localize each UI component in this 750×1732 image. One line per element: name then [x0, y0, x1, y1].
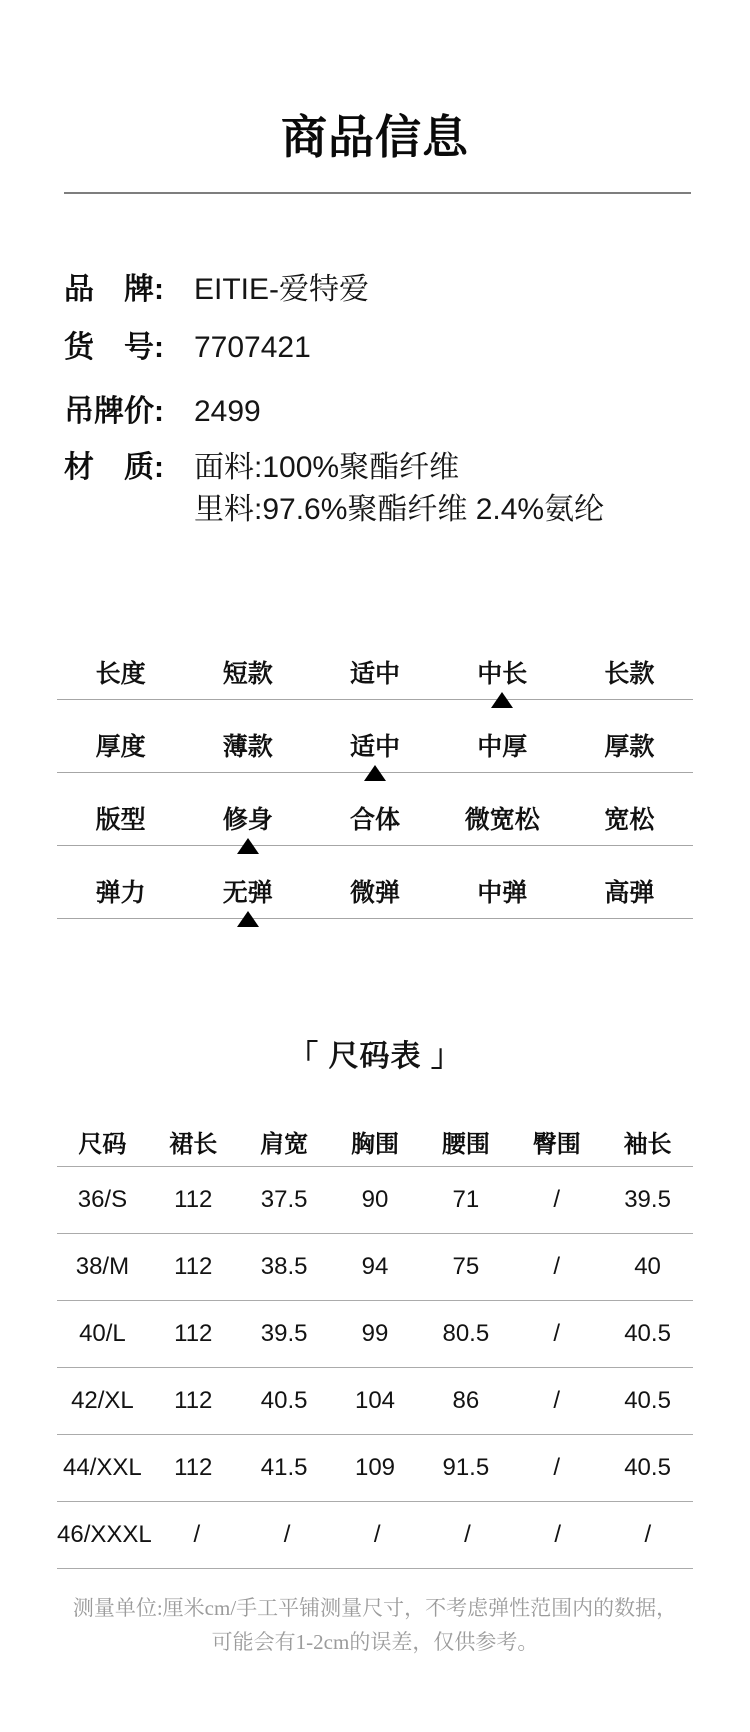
- attribute-scale-table: [57, 627, 693, 919]
- product-details: [0, 272, 750, 528]
- attr-name-length: 长度: [95, 660, 146, 688]
- cell-value: 38.5: [260, 1253, 308, 1280]
- cell-value: 71: [452, 1186, 480, 1213]
- cell-value: 39.5: [624, 1186, 671, 1213]
- cell-value: 104: [354, 1387, 396, 1414]
- attr-option-selected: [184, 773, 311, 845]
- item-number-value: 7707421: [194, 331, 311, 364]
- attr-row-thickness: [57, 700, 693, 773]
- cell-value: 41.5: [260, 1454, 308, 1481]
- cell-value: 40: [634, 1253, 661, 1280]
- attr-name-fit: 版型: [95, 806, 146, 834]
- attr-option: 宽松: [604, 806, 655, 834]
- size-table-row-38m: [57, 1234, 693, 1301]
- cell-value: 40.5: [624, 1454, 671, 1481]
- attr-option-label: 修身: [222, 806, 273, 834]
- attr-row-length: [57, 627, 693, 700]
- detail-row-item-number: [64, 330, 710, 366]
- cell-value: 40.5: [624, 1320, 671, 1347]
- cell-value: 40.5: [260, 1387, 308, 1414]
- size-table-row-36s: [57, 1167, 693, 1234]
- cell-value: 91.5: [442, 1454, 490, 1481]
- attr-option: 厚款: [604, 733, 655, 761]
- attr-row-elasticity: [57, 846, 693, 919]
- attr-option: 高弹: [604, 879, 655, 907]
- material-label: 材 质:: [64, 451, 164, 484]
- col-header-waist: 腰围: [441, 1131, 490, 1158]
- size-table-row-46xxxl: [57, 1502, 693, 1569]
- cell-value: 90: [361, 1186, 389, 1213]
- size-chart-title: 「 尺码表 」: [288, 1040, 462, 1073]
- attr-option: 微弹: [349, 879, 400, 907]
- cell-size: 44/XXL: [63, 1454, 142, 1481]
- detail-row-brand: [64, 272, 710, 308]
- attr-option: 中弹: [477, 879, 528, 907]
- measurement-note: [0, 1591, 750, 1659]
- cell-value: 86: [452, 1387, 480, 1414]
- size-table-row-42xl: [57, 1368, 693, 1435]
- detail-row-material: [64, 450, 710, 528]
- cell-value: 112: [174, 1186, 213, 1213]
- cell-value: /: [553, 1253, 561, 1280]
- size-table-row-40l: [57, 1301, 693, 1368]
- attr-option-label: 无弹: [222, 879, 273, 907]
- attr-option-selected: [311, 700, 438, 772]
- attr-option: 长款: [604, 660, 655, 688]
- col-header-bust: 胸围: [350, 1131, 399, 1158]
- cell-value: /: [553, 1186, 561, 1213]
- attr-name-thickness: 厚度: [95, 733, 146, 761]
- size-table-header-row: [57, 1100, 693, 1167]
- cell-value: 75: [452, 1253, 480, 1280]
- brand-label: 品 牌:: [64, 273, 164, 306]
- cell-value: /: [644, 1521, 652, 1548]
- cell-size: 42/XL: [71, 1387, 134, 1414]
- cell-value: 112: [174, 1454, 213, 1481]
- cell-value: 80.5: [442, 1320, 490, 1347]
- attr-option-label: 中长: [477, 660, 528, 688]
- col-header-sleeve: 袖长: [623, 1131, 672, 1158]
- cell-value: /: [553, 1320, 561, 1347]
- measurement-note-line2: 可能会有1-2cm的误差，仅供参考。: [211, 1630, 539, 1654]
- col-header-skirt-length: 裙长: [169, 1131, 218, 1158]
- size-chart-table: [57, 1100, 693, 1569]
- material-value: [194, 450, 604, 528]
- detail-row-tag-price: [64, 394, 710, 430]
- attr-row-fit: [57, 773, 693, 846]
- cell-value: /: [373, 1521, 381, 1548]
- attr-option: 中厚: [477, 733, 528, 761]
- cell-value: 109: [354, 1454, 396, 1481]
- cell-value: 39.5: [260, 1320, 308, 1347]
- cell-value: /: [193, 1521, 201, 1548]
- cell-size: 38/M: [75, 1253, 130, 1280]
- selected-marker-icon: [237, 911, 259, 927]
- attr-option: 适中: [349, 660, 400, 688]
- tag-price-label: 吊牌价:: [64, 395, 164, 428]
- cell-value: /: [553, 1387, 561, 1414]
- attr-option: 薄款: [222, 733, 273, 761]
- col-header-hip: 臀围: [532, 1131, 581, 1158]
- col-header-size: 尺码: [78, 1131, 127, 1158]
- cell-value: 99: [361, 1320, 389, 1347]
- measurement-note-line1: 测量单位:厘米cm/手工平铺测量尺寸，不考虑弹性范围内的数据，: [72, 1596, 678, 1620]
- cell-value: /: [554, 1521, 562, 1548]
- cell-size: 46/XXXL: [57, 1521, 152, 1548]
- size-table-row-44xxl: [57, 1435, 693, 1502]
- cell-value: 37.5: [260, 1186, 308, 1213]
- attr-option: 短款: [222, 660, 273, 688]
- attr-option-selected: [439, 627, 566, 699]
- page-title: 商品信息: [281, 111, 469, 163]
- material-shell: 面料:100%聚酯纤维: [194, 451, 460, 484]
- col-header-shoulder: 肩宽: [260, 1131, 309, 1158]
- attr-option: 合体: [349, 806, 400, 834]
- cell-value: 112: [174, 1387, 213, 1414]
- attr-option-label: 适中: [349, 733, 400, 761]
- cell-size: 40/L: [79, 1320, 126, 1347]
- cell-value: 112: [174, 1253, 213, 1280]
- attr-name-elasticity: 弹力: [95, 879, 146, 907]
- title-divider: [64, 192, 691, 194]
- material-lining: 里料:97.6%聚酯纤维 2.4%氨纶: [194, 493, 605, 526]
- cell-value: 112: [174, 1320, 213, 1347]
- brand-value: EITIE-爱特爱: [194, 273, 370, 306]
- attr-option-selected: [184, 846, 311, 918]
- cell-value: /: [553, 1454, 561, 1481]
- cell-size: 36/S: [77, 1186, 128, 1213]
- cell-value: /: [283, 1521, 291, 1548]
- attr-option: 微宽松: [464, 806, 540, 834]
- cell-value: /: [464, 1521, 471, 1548]
- cell-value: 40.5: [624, 1387, 671, 1414]
- tag-price-value: 2499: [194, 395, 261, 428]
- cell-value: 94: [361, 1253, 389, 1280]
- item-number-label: 货 号:: [64, 331, 164, 364]
